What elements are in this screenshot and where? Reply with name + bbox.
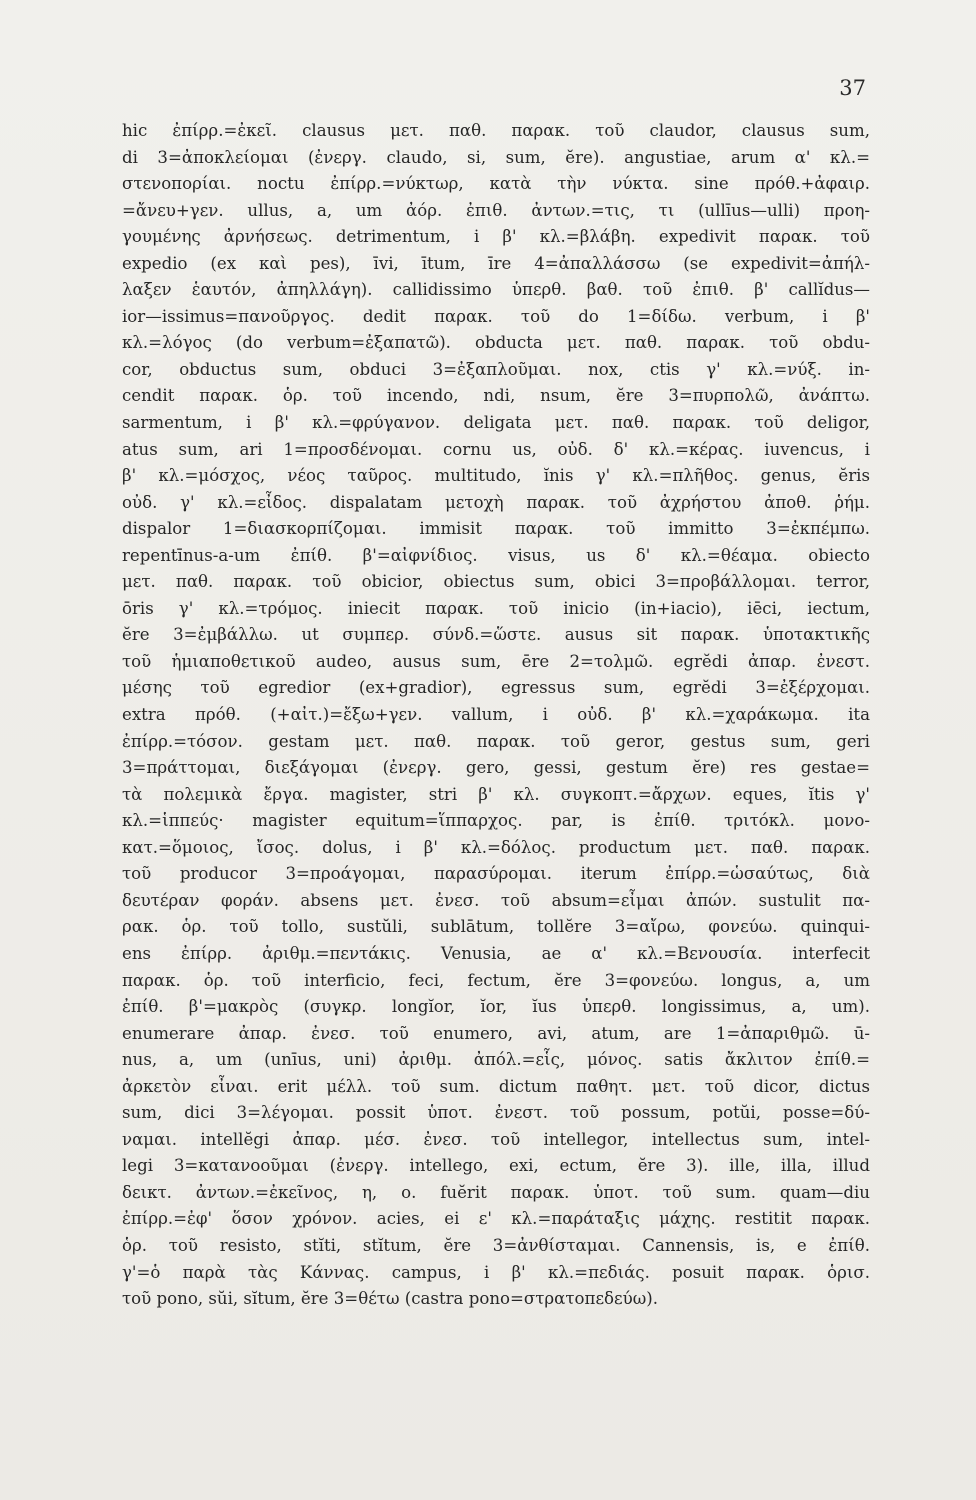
text-line: παρακ. ὁρ. τοῦ interficio, feci, fectum, ĕre 3=φονεύω. longus, a, um [122, 970, 870, 990]
text-line: κλ.=λόγος (do verbum=ἐξαπατῶ). obducta μετ. παθ. παρακ. τοῦ obdu- [122, 333, 870, 353]
text-line: στενοπορίαι. noctu ἐπίρρ.=νύκτωρ, κατὰ τὴν νύκτα. sine πρόθ.+ἀφαιρ. [122, 174, 870, 194]
text-line: 3=πράττομαι, διεξάγομαι (ἐνεργ. gero, gessi, gestum ĕre) res gestae= [122, 758, 870, 778]
text-line: κλ.=ἱππεύς· magister equitum=ἵππαρχος. par, is ἐπίθ. τριτόκλ. μονο- [122, 811, 870, 831]
text-line: =ἄνευ+γεν. ullus, a, um ἀόρ. ἐπιθ. ἀντων.=τις, τι (ullīus—ulli) προη- [122, 200, 870, 220]
text-line: ἐπίθ. β'=μακρὸς (συγκρ. longĭor, ĭor, ĭus ὑπερθ. longissimus, a, um). [122, 997, 870, 1017]
text-line: β' κλ.=μόσχος, νέος ταῦρος. multitudo, ĭnis γ' κλ.=πλῆθος. genus, ĕris [122, 466, 870, 486]
text-line: cendit παρακ. ὁρ. τοῦ incendo, ndi, nsum, ĕre 3=πυρπολῶ, ἀνάπτω. [122, 386, 870, 406]
text-line: κατ.=ὅμοιος, ἴσος. dolus, i β' κλ.=δόλος. productum μετ. παθ. παρακ. [122, 837, 870, 857]
text-line: γουμένης ἀρνήσεως. detrimentum, i β' κλ.=βλάβη. expedivit παρακ. τοῦ [122, 227, 870, 247]
text-line: atus sum, ari 1=προσδένομαι. cornu us, οὐδ. δ' κλ.=κέρας. iuvencus, i [122, 439, 870, 459]
text-line: δευτέραν φοράν. absens μετ. ἐνεσ. τοῦ absum=εἶμαι ἀπών. sustulit πα- [122, 890, 870, 910]
text-line: τοῦ producor 3=προάγομαι, παρασύρομαι. iterum ἐπίρρ.=ὡσαύτως, διὰ [122, 864, 870, 884]
text-line: μετ. παθ. παρακ. τοῦ obicior, obiectus sum, obici 3=προβάλλομαι. terror, [122, 572, 870, 592]
text-line: cor, obductus sum, obduci 3=ἐξαπλοῦμαι. nox, ctis γ' κλ.=νύξ. in- [122, 359, 870, 379]
page-number: 37 [839, 76, 866, 100]
text-line: enumerare ἀπαρ. ἐνεσ. τοῦ enumero, avi, atum, are 1=ἀπαριθμῶ. ū- [122, 1023, 870, 1043]
text-line: ἀρκετὸν εἶναι. erit μέλλ. τοῦ sum. dictum παθητ. μετ. τοῦ dicor, dictus [122, 1076, 870, 1096]
text-line: repentīnus-a-um ἐπίθ. β'=αἰφνίδιος. visus, us δ' κλ.=θέαμα. obiecto [122, 545, 870, 565]
text-line: τοῦ ἡμιαποθετικοῦ audeo, ausus sum, ēre 2=τολμῶ. egrĕdi ἀπαρ. ἐνεστ. [122, 651, 870, 671]
text-line: dispalor 1=διασκορπίζομαι. immisit παρακ. τοῦ immitto 3=ἐκπέμπω. [122, 519, 870, 539]
text-line: ρακ. ὁρ. τοῦ tollo, sustŭli, sublātum, tollĕre 3=αἴρω, φονεύω. quinqui- [122, 917, 870, 937]
text-line: hic ἐπίρρ.=ἐκεῖ. clausus μετ. παθ. παρακ. τοῦ claudor, clausus sum, [122, 121, 870, 140]
text-line: ĕre 3=ἐμβάλλω. ut συμπερ. σύνδ.=ὥστε. ausus sit παρακ. ὑποτακτικῆς [122, 625, 870, 645]
text-line: οὐδ. γ' κλ.=εἶδος. dispalatam μετοχὴ παρακ. τοῦ ἀχρήστου ἀποθ. ῥήμ. [122, 492, 870, 512]
text-line: δεικτ. ἀντων.=ἐκεῖνος, η, ο. fuĕrit παρακ. ὑποτ. τοῦ sum. quam—diu [122, 1182, 870, 1202]
text-line: ἐπίρρ.=ἐφ' ὅσον χρόνον. acies, ei ε' κλ.=παράταξις μάχης. restitit παρακ. [122, 1209, 870, 1229]
text-line: legi 3=κατανοοῦμαι (ἐνεργ. intellego, exi, ectum, ĕre 3). ille, illa, illud [122, 1156, 870, 1176]
text-line: τοῦ pono, sŭi, sĭtum, ĕre 3=θέτω (castra pono=στρατοπεδεύω). [122, 1289, 659, 1309]
text-line: sum, dici 3=λέγομαι. possit ὑποτ. ἐνεστ. τοῦ possum, potŭi, posse=δύ- [122, 1103, 870, 1123]
text-line: extra πρόθ. (+αἰτ.)=ἔξω+γεν. vallum, i οὐδ. β' κλ.=χαράκωμα. ita [122, 705, 870, 725]
text-line: ὁρ. τοῦ resisto, stĭti, stĭtum, ĕre 3=ἀνθίσταμαι. Cannensis, is, e ἐπίθ. [122, 1235, 870, 1255]
text-line: μέσης τοῦ egredior (ex+gradior), egressus sum, egrĕdi 3=ἐξέρχομαι. [122, 678, 870, 698]
vocabulary-commentary-text [122, 118, 870, 1313]
text-line: γ'=ὁ παρὰ τὰς Κάννας. campus, i β' κλ.=πεδιάς. posuit παρακ. ὁρισ. [122, 1262, 870, 1282]
text-line: expedio (ex καὶ pes), īvi, ītum, īre 4=ἀπαλλάσσω (se expedivit=ἀπήλ- [122, 253, 870, 273]
text-line: nus, a, um (unīus, uni) ἀριθμ. ἀπόλ.=εἷς, μόνος. satis ἄκλιτον ἐπίθ.= [122, 1050, 870, 1070]
text-line: τὰ πολεμικὰ ἔργα. magister, stri β' κλ. συγκοπτ.=ἄρχων. eques, ĭtis γ' [122, 784, 870, 804]
text-line: ōris γ' κλ.=τρόμος. iniecit παρακ. τοῦ inicio (in+iacio), iēci, iectum, [122, 598, 870, 618]
text-line: di 3=ἀποκλείομαι (ἐνεργ. claudo, si, sum, ĕre). angustiae, arum α' κλ.= [122, 147, 870, 167]
text-line: sarmentum, i β' κλ.=φρύγανον. deligata μετ. παθ. παρακ. τοῦ deligor, [122, 413, 870, 433]
text-line: λαξεν ἑαυτόν, ἀπηλλάγη). callidissimo ὑπερθ. βαθ. τοῦ ἐπιθ. β' callĭdus— [122, 280, 870, 300]
text-line: ens ἐπίρρ. ἀριθμ.=πεντάκις. Venusia, ae α' κλ.=Βενουσία. interfecit [122, 943, 870, 963]
text-line: ἐπίρρ.=τόσον. gestam μετ. παθ. παρακ. τοῦ geror, gestus sum, geri [122, 731, 870, 751]
text-line: ior—issimus=πανοῦργος. dedit παρακ. τοῦ do 1=δίδω. verbum, i β' [122, 306, 870, 326]
text-line: ναμαι. intellĕgi ἀπαρ. μέσ. ἐνεσ. τοῦ intellegor, intellectus sum, intel- [122, 1129, 870, 1149]
